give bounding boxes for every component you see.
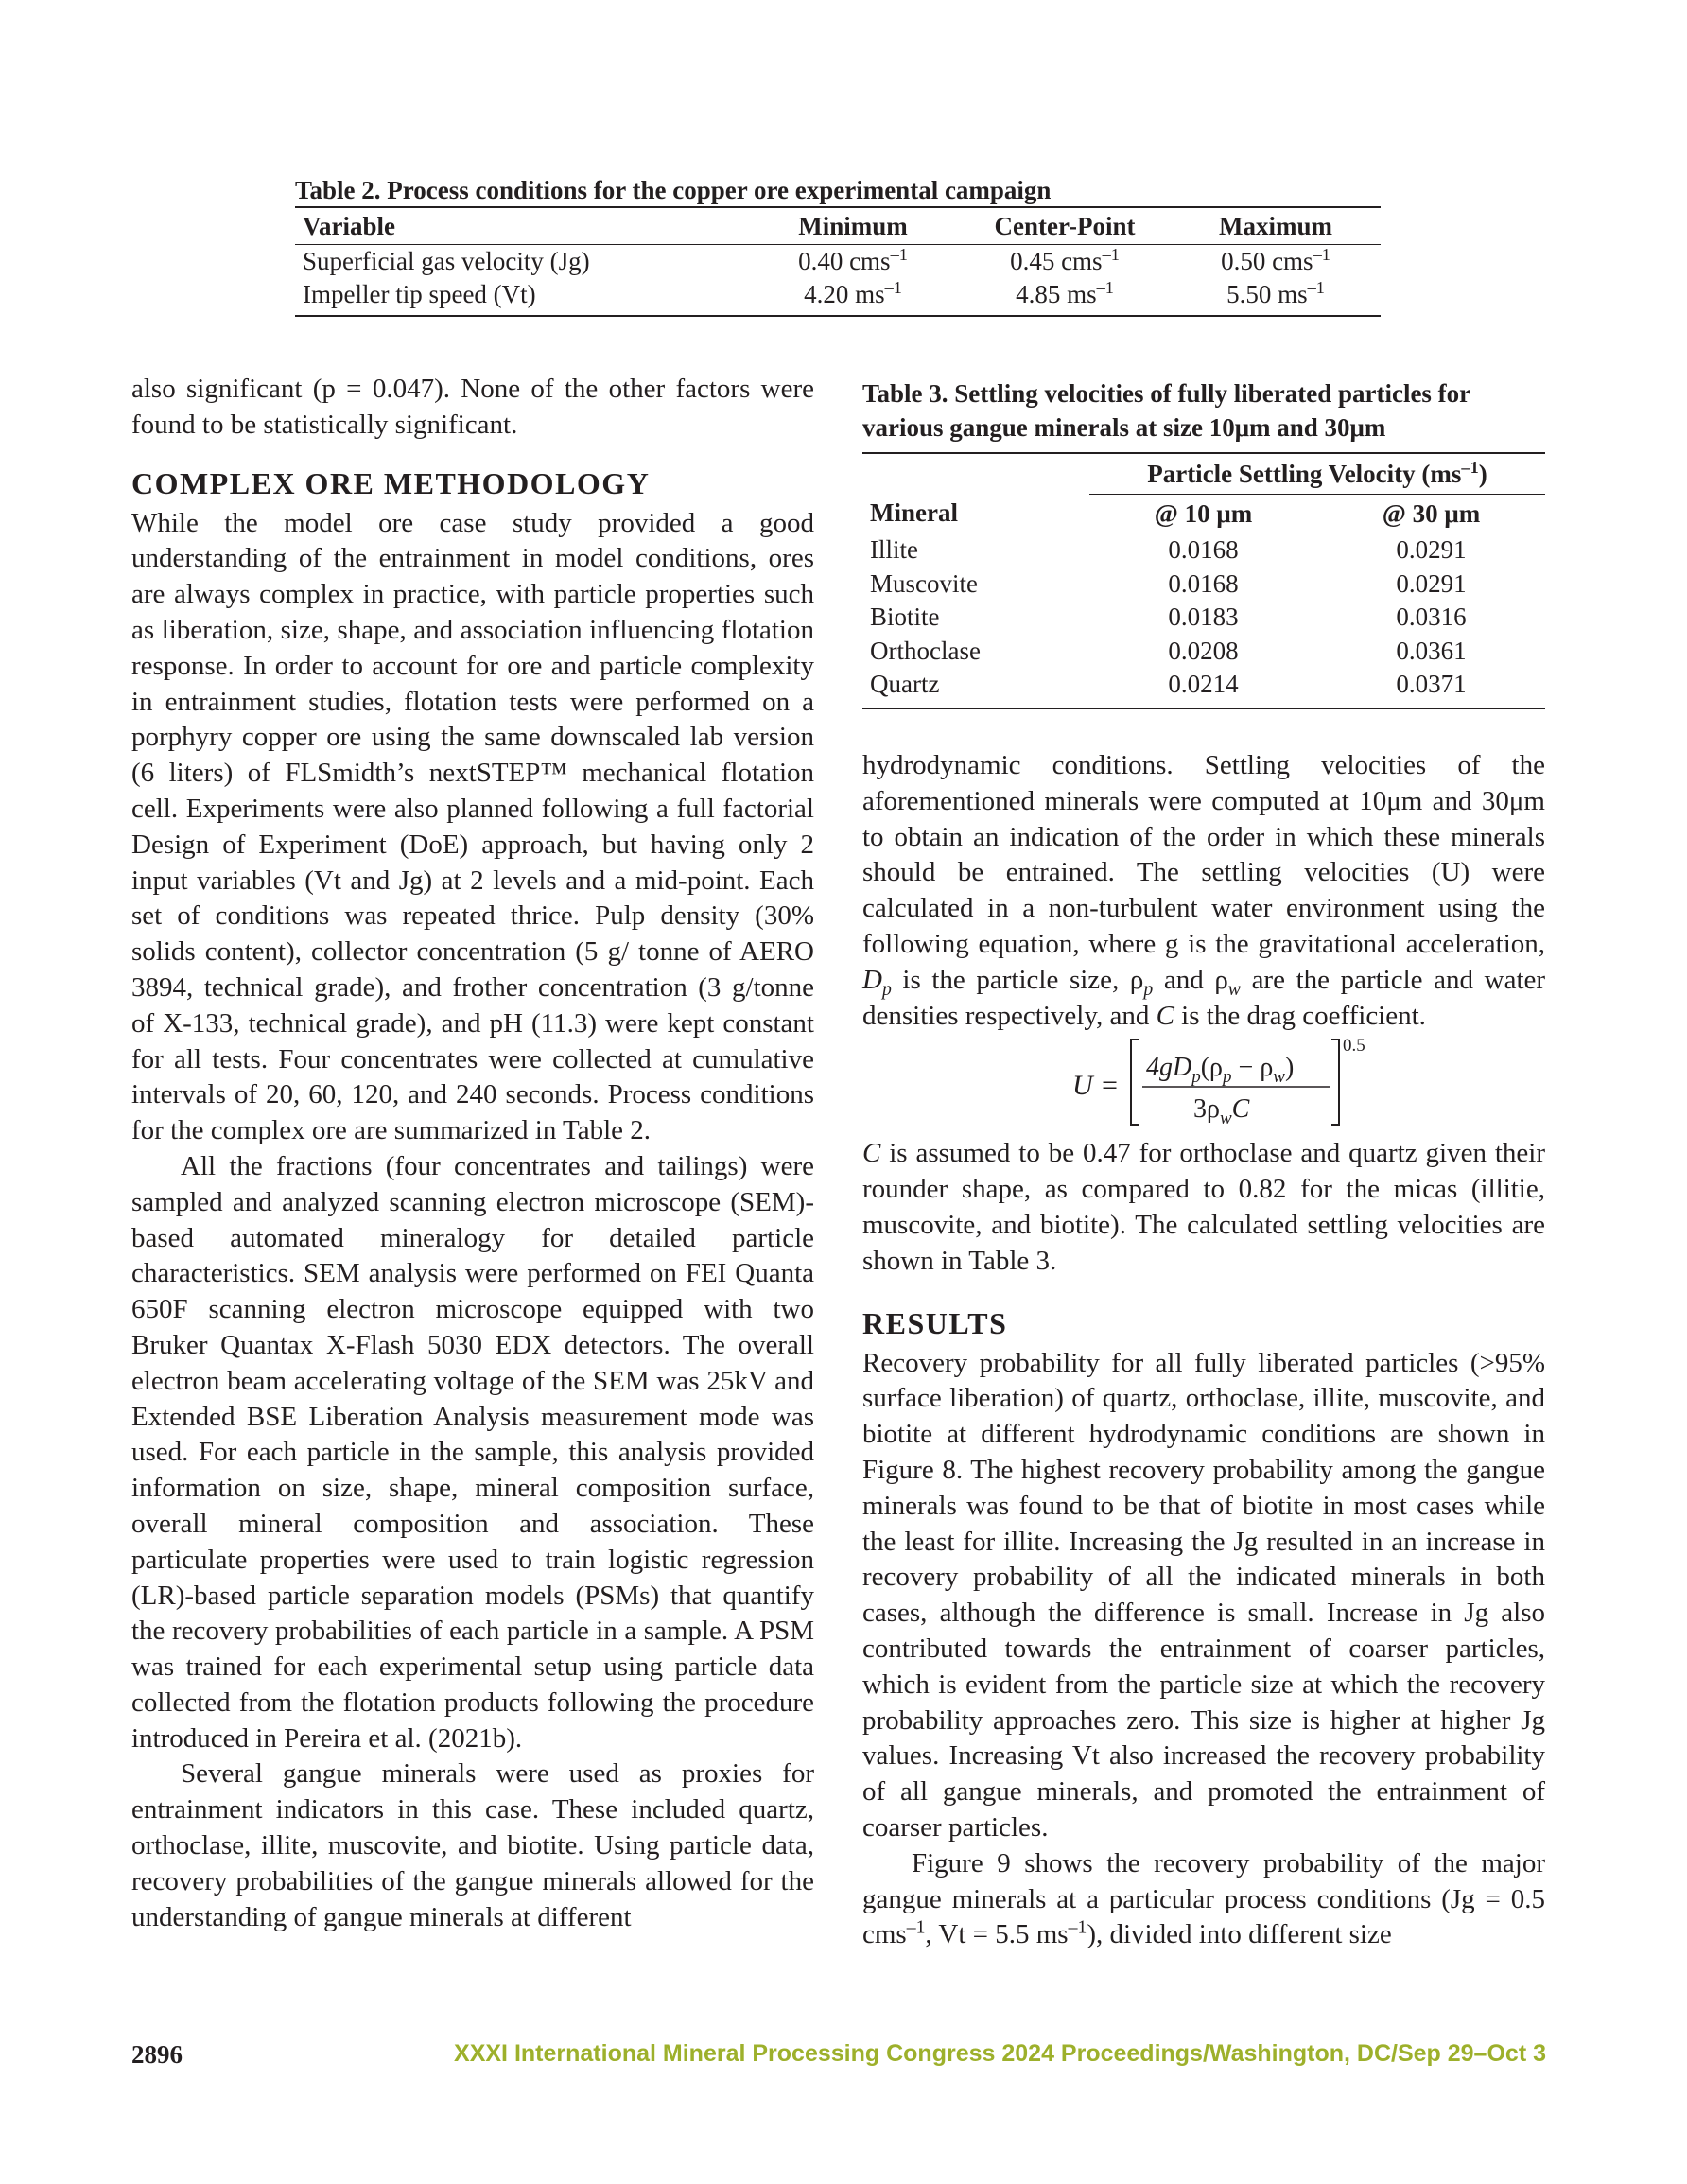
- paragraph: Several gangue minerals were used as proxies for entrainment indicators in this case. These included quartz, orthoclase, illite, muscovite, and biotite. Using particle data, recovery probabilities of the gangue minerals allowed for the understanding of gangue minerals at different: [131, 1758, 814, 1932]
- table-2-header: Minimum: [747, 207, 959, 245]
- page-footer: [131, 2040, 1546, 2074]
- table-3-header: Mineral: [862, 495, 1089, 533]
- svg-text:0.5: 0.5: [1343, 1036, 1365, 1057]
- conference-title: XXXI International Mineral Processing Congress 2024 Proceedings/Washington, DC/Sep 29–Oct 3: [454, 2040, 1546, 2067]
- table-cell: Impeller tip speed (Vt): [295, 278, 747, 316]
- table-2-header: Center-Point: [959, 207, 1171, 245]
- paragraph: C is assumed to be 0.47 for orthoclase and quartz given their rounder shape, as compared to 0.82 for the micas (illitie, muscovite, and biotite). The calculated settling velocities are shown in Table 3.: [862, 1138, 1546, 1276]
- table-cell: 5.50 $ms^{-1}$: [1171, 278, 1381, 316]
- table-2-caption: Table 2. Process conditions for the copper ore experimental campaign: [295, 176, 1052, 204]
- settling-velocity-equation: [862, 1034, 1545, 1136]
- table-cell: 0.40 cms$^{-1}$: [798, 245, 908, 275]
- table-2: [295, 174, 1381, 317]
- table-3-header: @ 30 μm: [1317, 495, 1545, 533]
- table-cell: 4.85 $ms^{-1}$: [959, 278, 1171, 316]
- table-3-grid: [862, 452, 1545, 709]
- svg-text:4gDp(ρp − ρw): $4gD_p(\rho_p - \rho_w)$: [1146, 1053, 1295, 1088]
- table-cell: 0.50 cms$^{-1}$: [1221, 245, 1330, 275]
- table-2-grid: [295, 206, 1381, 317]
- paragraph: All the fractions (four concentrates and tailings) were sampled and analyzed scanning electron microscope (SEM)-based automated mineralogy for detailed particle characteristics. SEM analysis were performed on FEI Quanta 650F scanning electron microscope equipped with two Bruker Quantax X-Flash 5030 EDX detectors. The overall electron beam accelerating voltage of the SEM was 25kV and Extended BSE Liberation Analysis measurement mode was used. For each particle in the sample, this analysis provided information on size, shape, mineral composition surface, overall mineral composition and association. These particulate properties were used to train logistic regression (LR)-based particle separation models (PSMs) that quantify the recovery probabilities of each particle in a sample. A PSM was trained for each experimental setup using particle data collected from the flotation products following the procedure introduced in Pereira et al. (2021b).: [131, 1150, 814, 1754]
- table-row: [295, 245, 1381, 279]
- table-row: Quartz 0.0214 0.0371: [862, 668, 1545, 708]
- table-row: Orthoclase 0.0208 0.0361: [870, 636, 1467, 665]
- table-2-header: Variable: [295, 207, 747, 245]
- svg-text:U =: U =: [1072, 1070, 1120, 1102]
- table-2-header: Maximum: [1171, 207, 1381, 245]
- table-cell: 4.20 $ms^{-1}$: [747, 278, 959, 316]
- paragraph: Figure 9 shows the recovery probability of the major gangue minerals at a particular process conditions (Jg = 0.5 cms$^{-1}$, Vt = 5.5 $ms^{-1}$), divided into different size: [862, 1847, 1545, 1950]
- svg-text:3ρwC: $3\rho_wC$: [1193, 1094, 1250, 1129]
- table-row: Muscovite 0.0168 0.0291: [870, 568, 1467, 598]
- table-3-caption: Table 3. Settling velocities of fully liberated particles for various gangue minerals at size 10μm and 30μm: [862, 379, 1470, 442]
- table-row: Biotite 0.0183 0.0316: [870, 603, 1467, 632]
- table-row: Illite 0.0168 0.0291: [870, 535, 1467, 565]
- right-column: [862, 748, 1545, 1953]
- section-heading-complex-ore: COMPLEX ORE METHODOLOGY: [131, 465, 651, 500]
- paragraph: also significant (p = 0.047). None of the other factors were found to be statistically significant.: [131, 374, 814, 440]
- table-3-group-header: Particle Settling Velocity $(ms^{-1})$: [1089, 453, 1545, 495]
- paragraph: Recovery probability for all fully liberated particles (>95% surface liberation) of quartz, orthoclase, illite, muscovite, and biotite at different hydrodynamic conditions are shown in Figure 8. The highest recovery probability among the gangue minerals was found to be that of biotite in most cases while the least for illite. Increasing the Jg resulted in an increase in recovery probability of all the indicated minerals in both cases, although the difference is small. Increase in Jg also contributed towards the entrainment of coarser particles, which is evident from the particle size at which the recovery probability approaches zero. This size is higher at higher Jg values. Increasing Vt also increased the recovery probability of all gangue minerals, and promoted the entrainment of coarser particles.: [862, 1347, 1545, 1843]
- table-3: [862, 376, 1545, 709]
- table-cell: 0.45 cms$^{-1}$: [1010, 245, 1120, 275]
- table-row: [295, 278, 1381, 316]
- paragraph: While the model ore case study provided a good understanding of the entrainment in model conditions, ores are always complex in practice, with particle properties such as liberation, size, shape, and association influencing flotation response. In order to account for ore and particle complexity in entrainment studies, flotation tests were performed on a porphyry copper ore using the same downscaled lab version (6 liters) of FLSmidth’s nextSTEP™ mechanical flotation cell. Experiments were also planned following a full factorial Design of Experiment (DoE) approach, but having only 2 input variables (Vt and Jg) at 2 levels and a mid-point. Each set of conditions was repeated thrice. Pulp density (30% solids content), collector concentration (5 g/ tonne of AERO 3894, technical grade), and frother concentration (3 g/tonne of X-133, technical grade), and pH (11.3) were kept constant for all tests. Four concentrates were collected at cumulative intervals of 20, 60, 120, and 240 seconds. Process conditions for the complex ore are summarized in Table 2.: [131, 507, 814, 1146]
- table-3-header: @ 10 μm: [1089, 495, 1317, 533]
- left-column: [131, 372, 814, 1935]
- page-number: 2896: [131, 2040, 183, 2069]
- paragraph: hydrodynamic conditions. Settling velocities of the aforementioned minerals were computed at 10μm and 30μm to obtain an indication of the order in which these minerals should be entrained. The settling velocities (U) were calculated in a non-turbulent water environment using the following equation, where g is the gravitational acceleration, $D_p$ is the particle size, $\rho_p$ and $\rho_w$ are the particle and water densities respectively, and C is the drag coefficient.: [862, 750, 1546, 1031]
- equation-graphic: [862, 1034, 1545, 1136]
- section-heading-results: RESULTS: [862, 1305, 1008, 1340]
- table-cell: Superficial gas velocity (Jg): [303, 247, 590, 275]
